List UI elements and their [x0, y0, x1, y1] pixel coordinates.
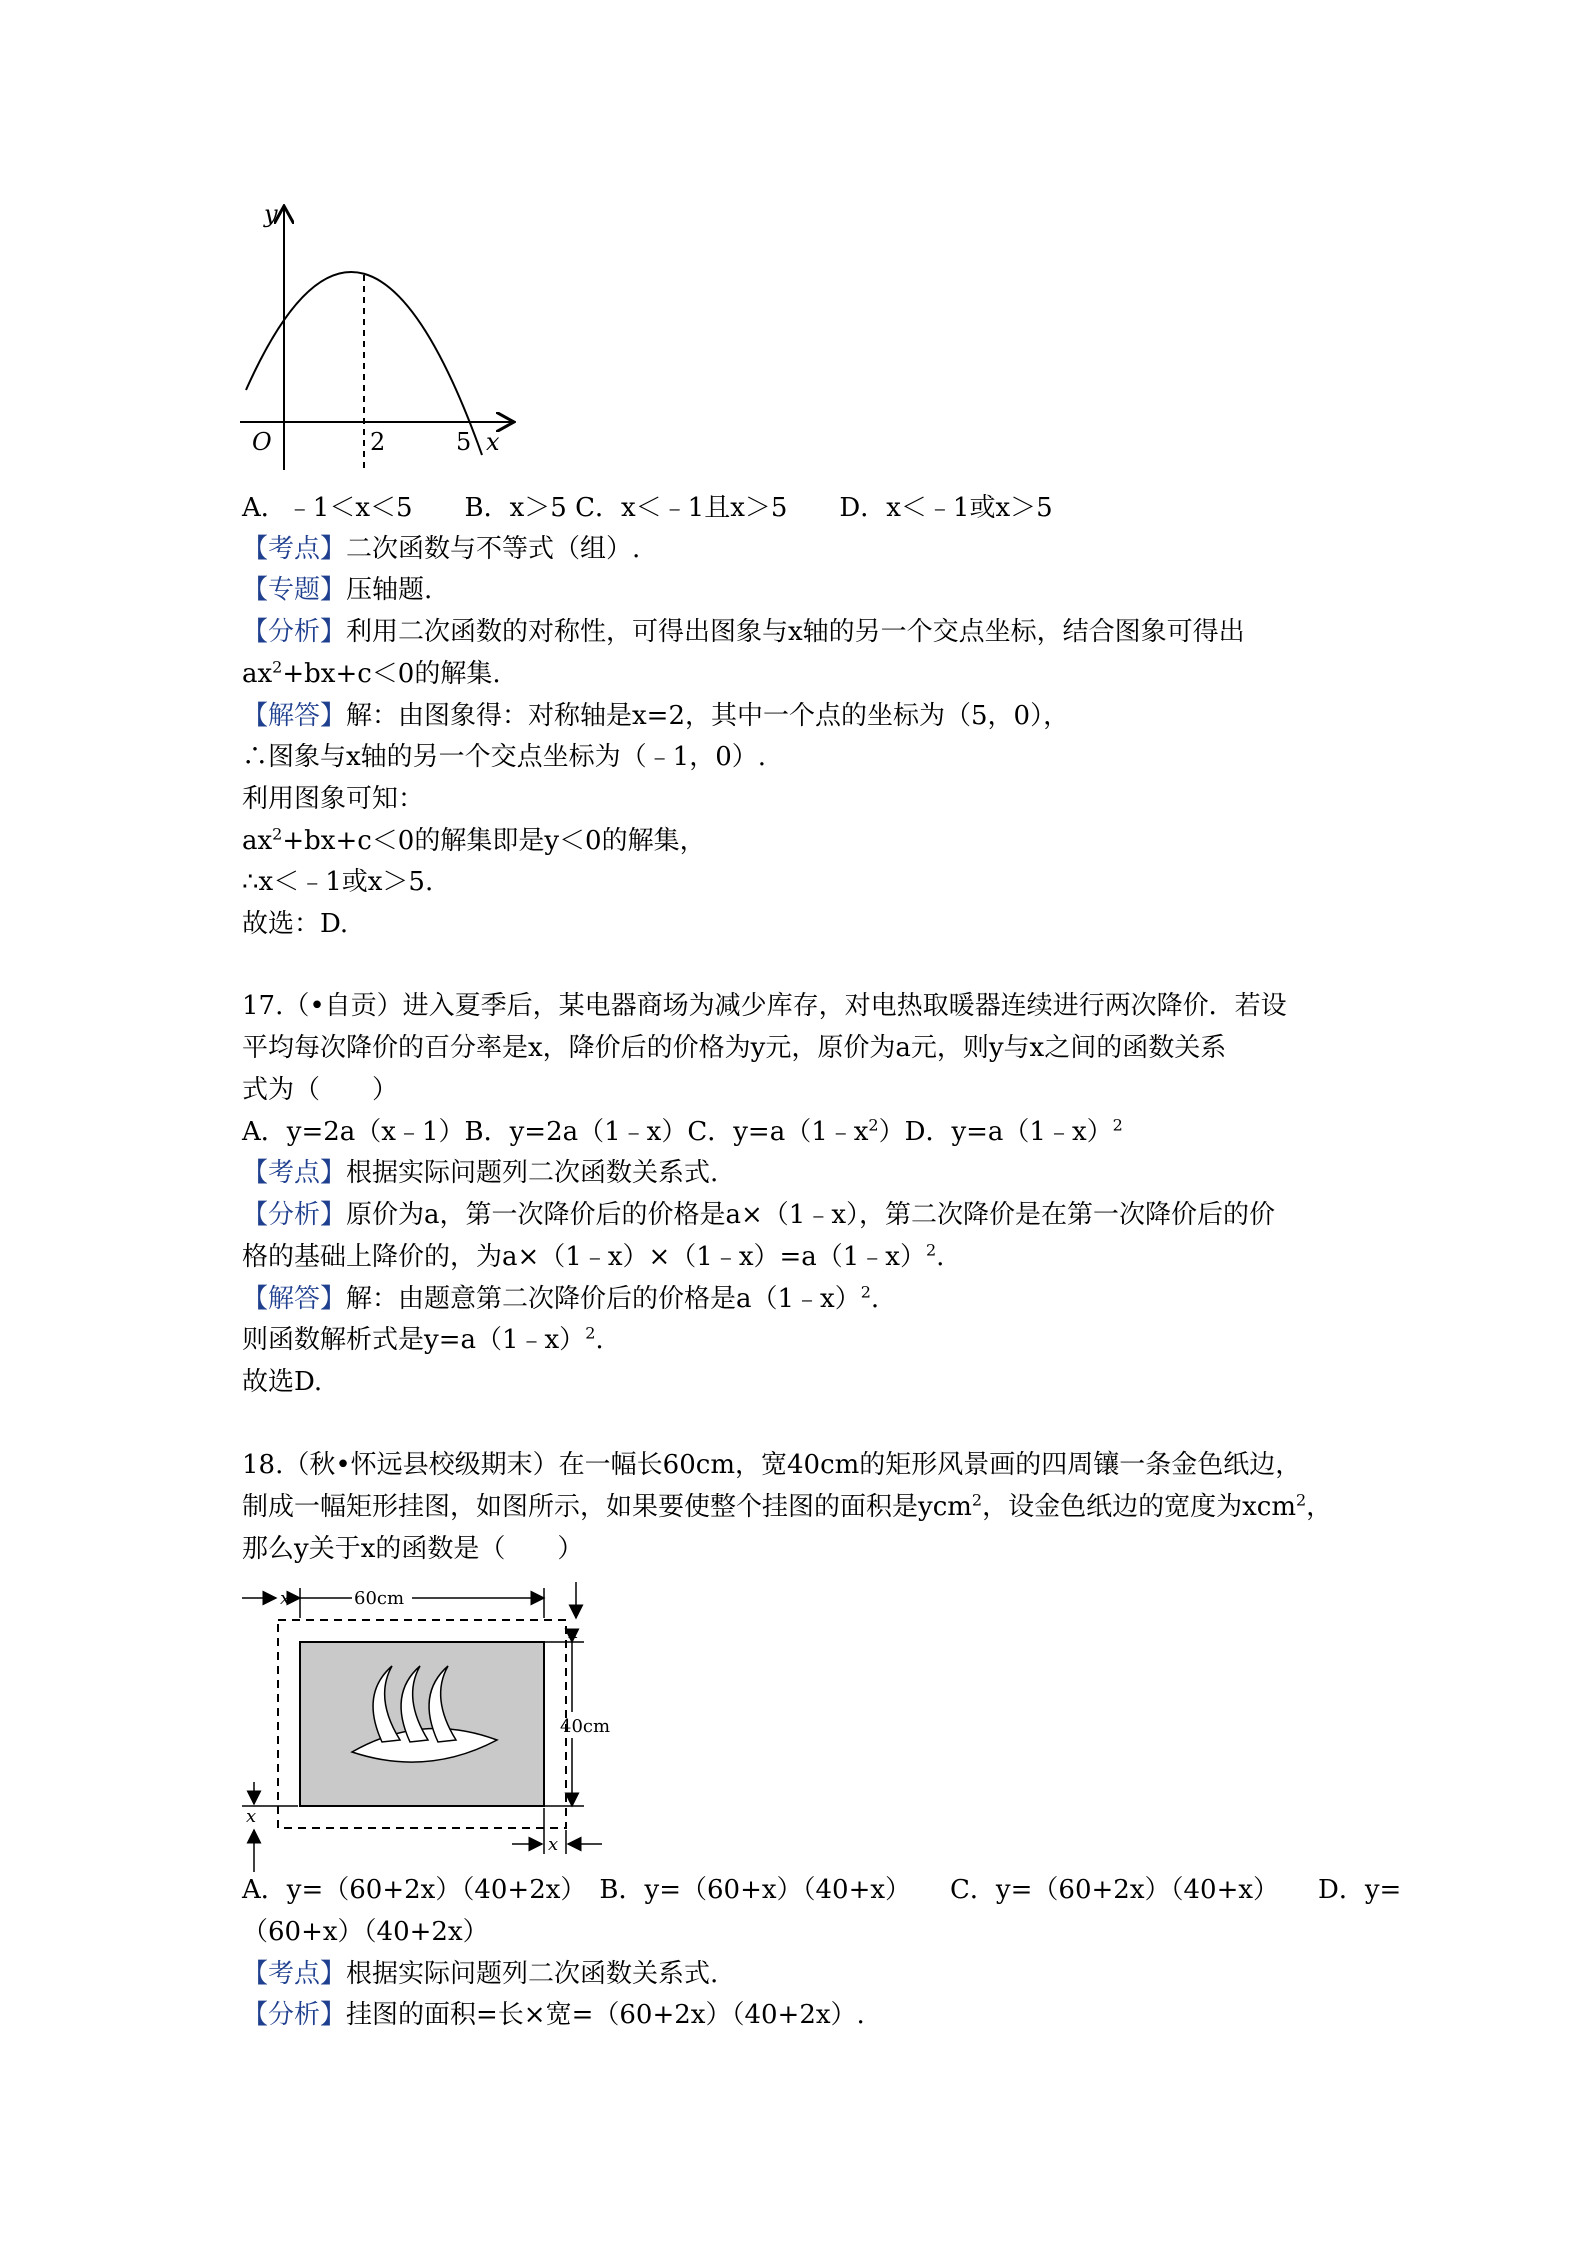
q17-stem-3: 式为（ ）: [242, 1075, 399, 1105]
parabola-graph: [230, 200, 530, 480]
q16-fenxi-1: [242, 614, 1245, 650]
q16-options: A．﹣1＜x＜5 B．x＞5 C．x＜﹣1且x＞5 D．x＜﹣1或x＞5: [242, 493, 1053, 523]
painting: [300, 1642, 544, 1806]
x-label-bottom: x: [548, 1834, 559, 1855]
q16-kaodian: [242, 531, 640, 567]
q16-fenxi-2: $ax^2+bx+c<0$的解集.: [242, 657, 501, 689]
q16-zhuanti: [242, 572, 432, 608]
q16-line-3: 利用图象可知：: [242, 784, 425, 814]
kaodian-text: 二次函数与不等式（组）.: [346, 534, 641, 564]
q16-line-2: ∴图象与x轴的另一个交点坐标为（﹣1，0）.: [242, 742, 767, 772]
q16-jieda-1: [242, 698, 1069, 734]
frame-figure: [242, 1582, 612, 1872]
tag-fenxi: 【分析】: [242, 2000, 347, 2030]
tag-kaodian: 【考点】: [242, 1158, 347, 1188]
q17-stem-1: 17.（•自贡）进入夏季后，某电器商场为减少库存，对电热取暖器连续进行两次降价．若设: [242, 991, 1287, 1021]
q18-options-1: A．y=（60+2x）（40+2x） B．y=（60+x）（40+x） C．y=（60+2x）（40+x） D．y=: [242, 1875, 1402, 1905]
q16-line-6: 故选：D.: [242, 909, 349, 939]
x-label-left: x: [246, 1806, 257, 1827]
tag-jieda: 【解答】: [242, 701, 347, 731]
x-label-top: x: [280, 1588, 291, 1609]
jieda-text: 解：由图象得：对称轴是x=2，其中一个点的坐标为（5，0），: [346, 701, 1070, 731]
x-axis-label: x: [486, 428, 500, 456]
tick-5-label: 5: [456, 428, 472, 456]
tag-kaodian: 【考点】: [242, 534, 347, 564]
q17-stem-2: 平均每次降价的百分率是x，降价后的价格为y元，原价为a元，则y与x之间的函数关系: [242, 1033, 1227, 1063]
zhuanti-text: 压轴题.: [346, 575, 433, 605]
q17-options: A．y=2a（x﹣1）B．y=2a（1﹣x）C．$y=a(1﹣x^2)D$．y=a（1﹣x）$^2$: [242, 1115, 1123, 1147]
q16-line-5: ∴x＜﹣1或x＞5.: [242, 867, 434, 897]
q17-line-2: 则函数解析式是y=a（1﹣x）$^2$.: [242, 1323, 604, 1355]
tag-fenxi: 【分析】: [242, 1200, 347, 1230]
q17-kaodian: 【考点】根据实际问题列二次函数关系式.: [242, 1158, 719, 1188]
q18-fenxi: 【分析】挂图的面积=长×宽=（60+2x）（40+2x）.: [242, 2000, 865, 2030]
q18-options-2: （60+x）（40+2x）: [242, 1917, 489, 1947]
tick-2-label: 2: [370, 428, 386, 456]
q18-stem-3: 那么y关于x的函数是（ ）: [242, 1534, 584, 1564]
q17-fenxi-1: 【分析】原价为a，第一次降价后的价格是a×（1﹣x），第二次降价是在第一次降价后的价: [242, 1200, 1276, 1230]
length-label: 60cm: [354, 1588, 405, 1609]
fenxi-text: 利用二次函数的对称性，可得出图象与x轴的另一个交点坐标，结合图象可得出: [346, 617, 1245, 647]
q18-stem-2: 制成一幅矩形挂图，如图所示，如果要使整个挂图的面积是ycm$^2$，设金色纸边的宽度为xcm$^2$，: [242, 1490, 1333, 1522]
x-label-right: x: [568, 1622, 579, 1643]
tag-zhuanti: 【专题】: [242, 575, 347, 605]
width-label: 40cm: [560, 1716, 611, 1737]
tag-kaodian: 【考点】: [242, 1959, 347, 1989]
q16-line-4: $ax^2+bx+c<0$的解集即是y＜0的解集，: [242, 824, 706, 856]
tag-jieda: 【解答】: [242, 1284, 347, 1314]
q17-jieda-1: 【解答】解：由题意第二次降价后的价格是a（1﹣x）$^2$.: [242, 1282, 880, 1314]
q18-kaodian: 【考点】根据实际问题列二次函数关系式.: [242, 1959, 719, 1989]
q17-line-3: 故选D.: [242, 1367, 323, 1397]
tag-fenxi: 【分析】: [242, 617, 347, 647]
y-axis-label: y: [264, 200, 278, 228]
q17-fenxi-2: 格的基础上降价的，为a×（1﹣x）×（1﹣x）=a（1﹣x）$^2$.: [242, 1240, 945, 1272]
q18-stem-1: 18.（秋•怀远县校级期末）在一幅长60cm，宽40cm的矩形风景画的四周镶一条金色纸边，: [242, 1450, 1302, 1480]
origin-label: O: [252, 428, 272, 456]
